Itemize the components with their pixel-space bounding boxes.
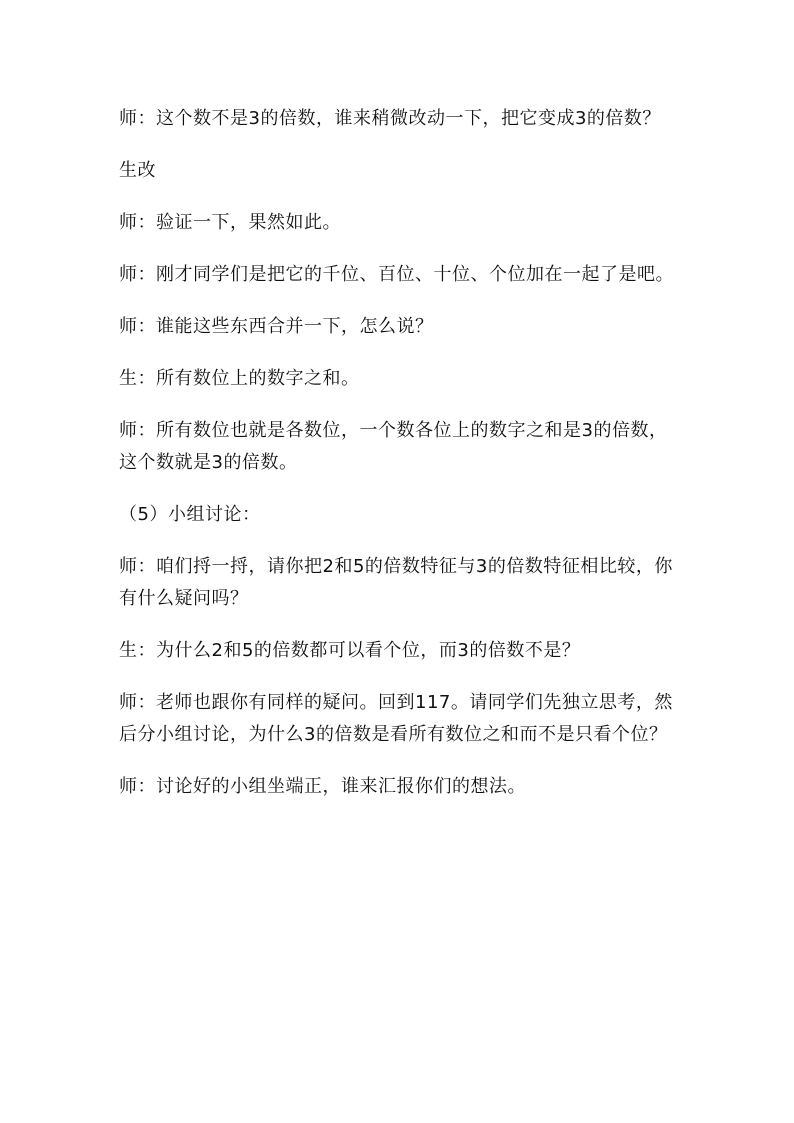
paragraph-12: 师：讨论好的小组坐端正，谁来汇报你们的想法。 [119,776,526,797]
paragraph-7: 师：所有数位也就是各数位，一个数各位上的数字之和是3的倍数，这个数就是3的倍数。 [119,420,668,473]
paragraph-10: 生：为什么2和5的倍数都可以看个位，而3的倍数不是？ [119,640,581,661]
paragraph-11: 师：老师也跟你有同样的疑问。回到117。请同学们先独立思考，然后分小组讨论，为什么3的倍数是看所有数位之和而不是只看个位？ [119,692,673,745]
paragraph-2: 生改 [119,160,156,181]
document-body [119,103,679,823]
paragraph-6: 生：所有数位上的数字之和。 [119,368,360,389]
paragraph-4: 师：刚才同学们是把它的千位、百位、十位、个位加在一起了是吧。 [119,264,674,285]
paragraph-8: （5）小组讨论： [119,504,261,525]
paragraph-1: 师：这个数不是3的倍数，谁来稍微改动一下，把它变成3的倍数？ [119,108,661,129]
paragraph-9: 师：咱们捋一捋，请你把2和5的倍数特征与3的倍数特征相比较，你有什么疑问吗？ [119,556,673,609]
paragraph-3: 师：验证一下，果然如此。 [119,212,341,233]
paragraph-5: 师：谁能这些东西合并一下，怎么说？ [119,316,434,337]
